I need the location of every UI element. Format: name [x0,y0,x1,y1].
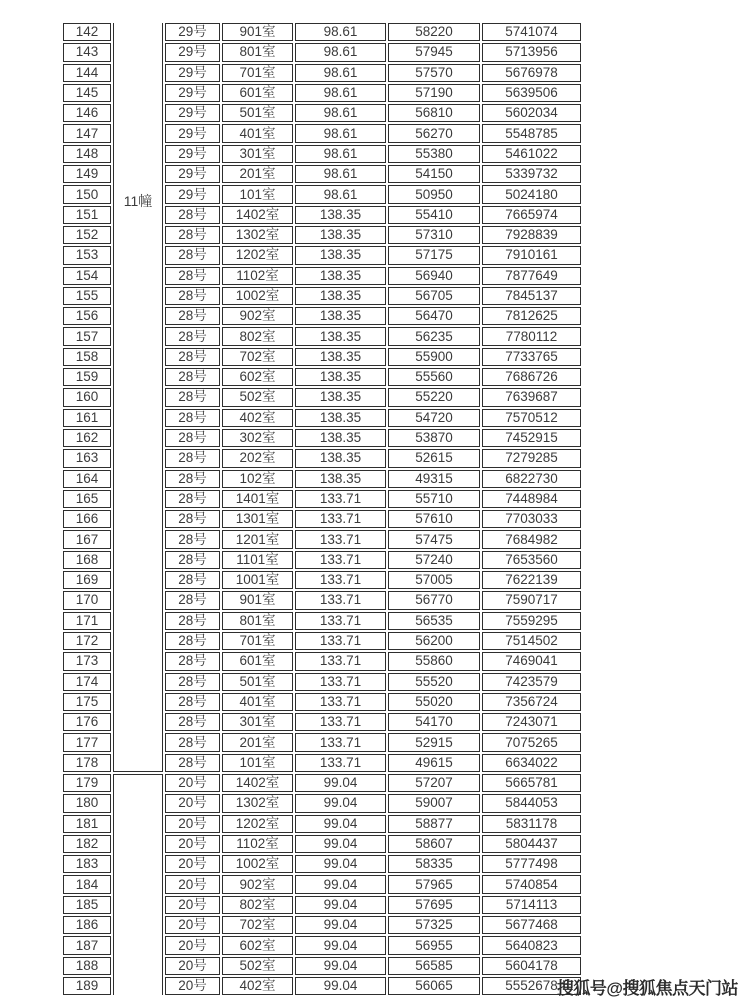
total-price-cell: 5741074 [482,23,581,41]
row-number-cell: 163 [63,449,111,467]
total-price-cell: 7452915 [482,429,581,447]
unit-price-cell: 54150 [388,165,480,183]
room-cell: 301室 [222,145,293,163]
room-cell: 601室 [222,652,293,670]
unit-cell: 28号 [165,591,220,609]
total-price-cell: 7910161 [482,246,581,264]
area-cell: 133.71 [295,673,386,691]
area-cell: 98.61 [295,84,386,102]
unit-cell: 29号 [165,185,220,203]
area-cell: 138.35 [295,409,386,427]
unit-cell: 28号 [165,226,220,244]
total-price-cell: 7279285 [482,449,581,467]
total-price-cell: 5640823 [482,936,581,954]
total-price-cell: 7570512 [482,409,581,427]
unit-cell: 29号 [165,104,220,122]
room-cell: 602室 [222,936,293,954]
row-number-cell: 162 [63,429,111,447]
area-cell: 138.35 [295,267,386,285]
total-price-cell: 5548785 [482,124,581,142]
room-cell: 402室 [222,409,293,427]
unit-cell: 20号 [165,855,220,873]
area-cell: 138.35 [295,470,386,488]
unit-price-cell: 56535 [388,612,480,630]
total-price-cell: 7469041 [482,652,581,670]
total-price-cell: 5677468 [482,916,581,934]
unit-price-cell: 57005 [388,571,480,589]
row-number-cell: 158 [63,348,111,366]
unit-price-cell: 56705 [388,287,480,305]
unit-cell: 20号 [165,794,220,812]
unit-price-cell: 56585 [388,957,480,975]
total-price-cell: 5676978 [482,64,581,82]
row-number-cell: 143 [63,43,111,61]
row-number-cell: 186 [63,916,111,934]
room-cell: 201室 [222,733,293,751]
room-cell: 801室 [222,612,293,630]
unit-price-cell: 49315 [388,470,480,488]
unit-price-cell: 54720 [388,409,480,427]
row-number-cell: 146 [63,104,111,122]
row-number-cell: 150 [63,185,111,203]
unit-price-cell: 55520 [388,673,480,691]
area-cell: 99.04 [295,815,386,833]
area-cell: 98.61 [295,23,386,41]
total-price-cell: 5665781 [482,774,581,792]
area-cell: 133.71 [295,754,386,772]
price-table-body [63,23,581,995]
room-cell: 801室 [222,43,293,61]
row-number-cell: 157 [63,327,111,345]
row-number-cell: 183 [63,855,111,873]
unit-cell: 28号 [165,612,220,630]
room-cell: 201室 [222,165,293,183]
row-number-cell: 189 [63,977,111,995]
room-cell: 1301室 [222,510,293,528]
area-cell: 99.04 [295,794,386,812]
total-price-cell: 7733765 [482,348,581,366]
unit-price-cell: 58335 [388,855,480,873]
unit-price-cell: 56940 [388,267,480,285]
room-cell: 1102室 [222,835,293,853]
total-price-cell: 5639506 [482,84,581,102]
row-number-cell: 171 [63,612,111,630]
unit-price-cell: 57175 [388,246,480,264]
unit-cell: 20号 [165,977,220,995]
row-number-cell: 142 [63,23,111,41]
row-number-cell: 145 [63,84,111,102]
unit-price-cell: 56270 [388,124,480,142]
total-price-cell: 5461022 [482,145,581,163]
unit-cell: 20号 [165,916,220,934]
total-price-cell: 5714113 [482,896,581,914]
unit-cell: 28号 [165,429,220,447]
unit-cell: 20号 [165,936,220,954]
area-cell: 98.61 [295,64,386,82]
unit-cell: 28号 [165,632,220,650]
total-price-cell: 5713956 [482,43,581,61]
area-cell: 99.04 [295,957,386,975]
unit-price-cell: 56470 [388,307,480,325]
room-cell: 1302室 [222,226,293,244]
row-number-cell: 144 [63,64,111,82]
unit-price-cell: 57240 [388,551,480,569]
row-number-cell: 188 [63,957,111,975]
unit-price-cell: 55560 [388,368,480,386]
unit-cell: 28号 [165,754,220,772]
area-cell: 133.71 [295,571,386,589]
room-cell: 502室 [222,388,293,406]
area-cell: 133.71 [295,612,386,630]
room-cell: 1402室 [222,774,293,792]
room-cell: 702室 [222,916,293,934]
room-cell: 101室 [222,754,293,772]
area-cell: 99.04 [295,977,386,995]
row-number-cell: 170 [63,591,111,609]
area-cell: 98.61 [295,185,386,203]
total-price-cell: 7514502 [482,632,581,650]
room-cell: 501室 [222,104,293,122]
total-price-cell: 5740854 [482,875,581,893]
total-price-cell: 6634022 [482,754,581,772]
area-cell: 99.04 [295,774,386,792]
unit-cell: 28号 [165,693,220,711]
room-cell: 301室 [222,713,293,731]
area-cell: 99.04 [295,855,386,873]
area-cell: 133.71 [295,713,386,731]
unit-price-cell: 55380 [388,145,480,163]
unit-price-cell: 57965 [388,875,480,893]
row-number-cell: 177 [63,733,111,751]
area-cell: 138.35 [295,368,386,386]
area-cell: 98.61 [295,145,386,163]
unit-cell: 28号 [165,490,220,508]
unit-cell: 28号 [165,348,220,366]
unit-price-cell: 54170 [388,713,480,731]
room-cell: 1201室 [222,530,293,548]
unit-cell: 28号 [165,470,220,488]
room-cell: 502室 [222,957,293,975]
area-cell: 138.35 [295,246,386,264]
row-number-cell: 187 [63,936,111,954]
area-cell: 138.35 [295,287,386,305]
unit-price-cell: 50950 [388,185,480,203]
unit-cell: 28号 [165,449,220,467]
total-price-cell: 5804437 [482,835,581,853]
row-number-cell: 165 [63,490,111,508]
row-number-cell: 156 [63,307,111,325]
unit-cell: 28号 [165,409,220,427]
room-cell: 501室 [222,673,293,691]
total-price-cell: 5552678 [482,977,581,995]
unit-price-cell: 56810 [388,104,480,122]
room-cell: 402室 [222,977,293,995]
room-cell: 1101室 [222,551,293,569]
area-cell: 138.35 [295,429,386,447]
unit-cell: 28号 [165,510,220,528]
row-number-cell: 161 [63,409,111,427]
row-number-cell: 148 [63,145,111,163]
area-cell: 133.71 [295,530,386,548]
total-price-cell: 7665974 [482,206,581,224]
total-price-cell: 7356724 [482,693,581,711]
unit-cell: 28号 [165,713,220,731]
room-cell: 701室 [222,64,293,82]
area-cell: 133.71 [295,591,386,609]
total-price-cell: 5844053 [482,794,581,812]
unit-cell: 29号 [165,43,220,61]
unit-price-cell: 55410 [388,206,480,224]
total-price-cell: 7075265 [482,733,581,751]
row-number-cell: 173 [63,652,111,670]
row-number-cell: 181 [63,815,111,833]
room-cell: 601室 [222,84,293,102]
room-cell: 1302室 [222,794,293,812]
unit-price-cell: 59007 [388,794,480,812]
area-cell: 133.71 [295,632,386,650]
area-cell: 133.71 [295,490,386,508]
sohu-watermark: 搜狐号@搜狐焦点天门站 [556,979,738,998]
unit-cell: 29号 [165,165,220,183]
unit-cell: 20号 [165,957,220,975]
unit-price-cell: 52615 [388,449,480,467]
row-number-cell: 160 [63,388,111,406]
total-price-cell: 6822730 [482,470,581,488]
area-cell: 99.04 [295,916,386,934]
total-price-cell: 7686726 [482,368,581,386]
row-number-cell: 166 [63,510,111,528]
area-cell: 133.71 [295,652,386,670]
unit-cell: 20号 [165,815,220,833]
unit-cell: 29号 [165,84,220,102]
row-number-cell: 154 [63,267,111,285]
room-cell: 1401室 [222,490,293,508]
unit-cell: 28号 [165,287,220,305]
room-cell: 1402室 [222,206,293,224]
unit-price-cell: 57570 [388,64,480,82]
unit-cell: 29号 [165,145,220,163]
room-cell: 401室 [222,693,293,711]
row-number-cell: 167 [63,530,111,548]
unit-cell: 28号 [165,206,220,224]
total-price-cell: 5777498 [482,855,581,873]
unit-price-cell: 57325 [388,916,480,934]
unit-cell: 28号 [165,307,220,325]
unit-cell: 29号 [165,64,220,82]
area-cell: 138.35 [295,327,386,345]
room-cell: 401室 [222,124,293,142]
unit-cell: 28号 [165,571,220,589]
room-cell: 901室 [222,591,293,609]
row-number-cell: 175 [63,693,111,711]
total-price-cell: 7812625 [482,307,581,325]
row-number-cell: 147 [63,124,111,142]
room-cell: 902室 [222,307,293,325]
area-cell: 138.35 [295,206,386,224]
row-number-cell: 149 [63,165,111,183]
building-cell [113,23,163,772]
total-price-cell: 5339732 [482,165,581,183]
unit-price-cell: 56235 [388,327,480,345]
room-cell: 602室 [222,368,293,386]
total-price-cell: 7590717 [482,591,581,609]
unit-cell: 20号 [165,875,220,893]
area-cell: 98.61 [295,43,386,61]
unit-cell: 28号 [165,551,220,569]
room-cell: 1202室 [222,246,293,264]
unit-cell: 28号 [165,246,220,264]
unit-price-cell: 57475 [388,530,480,548]
building-label: 11幢 [123,193,153,209]
room-cell: 802室 [222,327,293,345]
unit-cell: 20号 [165,896,220,914]
unit-price-cell: 57945 [388,43,480,61]
unit-price-cell: 53870 [388,429,480,447]
unit-cell: 28号 [165,652,220,670]
unit-cell: 28号 [165,530,220,548]
total-price-cell: 7639687 [482,388,581,406]
area-cell: 99.04 [295,936,386,954]
room-cell: 1002室 [222,855,293,873]
total-price-cell: 7423579 [482,673,581,691]
building-cell [113,774,163,995]
unit-cell: 29号 [165,124,220,142]
unit-cell: 20号 [165,835,220,853]
area-cell: 133.71 [295,733,386,751]
area-cell: 98.61 [295,165,386,183]
unit-price-cell: 57310 [388,226,480,244]
unit-cell: 28号 [165,733,220,751]
area-cell: 138.35 [295,226,386,244]
row-number-cell: 185 [63,896,111,914]
area-cell: 99.04 [295,835,386,853]
row-number-cell: 152 [63,226,111,244]
room-cell: 902室 [222,875,293,893]
area-cell: 99.04 [295,875,386,893]
row-number-cell: 151 [63,206,111,224]
unit-price-cell: 56955 [388,936,480,954]
row-number-cell: 174 [63,673,111,691]
unit-price-cell: 57610 [388,510,480,528]
table-row [63,23,581,41]
unit-price-cell: 49615 [388,754,480,772]
room-cell: 101室 [222,185,293,203]
area-cell: 138.35 [295,388,386,406]
row-number-cell: 180 [63,794,111,812]
unit-price-cell: 55900 [388,348,480,366]
unit-price-cell: 58220 [388,23,480,41]
unit-cell: 28号 [165,368,220,386]
unit-price-cell: 58607 [388,835,480,853]
unit-price-cell: 56065 [388,977,480,995]
unit-price-cell: 52915 [388,733,480,751]
total-price-cell: 7622139 [482,571,581,589]
row-number-cell: 159 [63,368,111,386]
unit-price-cell: 58877 [388,815,480,833]
row-number-cell: 164 [63,470,111,488]
room-cell: 102室 [222,470,293,488]
unit-price-cell: 57190 [388,84,480,102]
table-row [63,774,581,792]
unit-price-cell: 57207 [388,774,480,792]
room-cell: 1002室 [222,287,293,305]
row-number-cell: 172 [63,632,111,650]
area-cell: 138.35 [295,307,386,325]
area-cell: 133.71 [295,551,386,569]
row-number-cell: 155 [63,287,111,305]
row-number-cell: 179 [63,774,111,792]
unit-price-cell: 57695 [388,896,480,914]
total-price-cell: 5602034 [482,104,581,122]
unit-cell: 28号 [165,673,220,691]
area-cell: 133.71 [295,510,386,528]
total-price-cell: 7780112 [482,327,581,345]
unit-price-cell: 55860 [388,652,480,670]
unit-price-cell: 56200 [388,632,480,650]
total-price-cell: 5604178 [482,957,581,975]
total-price-cell: 5024180 [482,185,581,203]
price-table [61,21,583,997]
room-cell: 202室 [222,449,293,467]
total-price-cell: 7877649 [482,267,581,285]
total-price-cell: 7845137 [482,287,581,305]
unit-price-cell: 55020 [388,693,480,711]
area-cell: 133.71 [295,693,386,711]
room-cell: 302室 [222,429,293,447]
row-number-cell: 153 [63,246,111,264]
total-price-cell: 7653560 [482,551,581,569]
total-price-cell: 7928839 [482,226,581,244]
area-cell: 98.61 [295,124,386,142]
room-cell: 1001室 [222,571,293,589]
room-cell: 1202室 [222,815,293,833]
unit-cell: 20号 [165,774,220,792]
total-price-cell: 7703033 [482,510,581,528]
row-number-cell: 184 [63,875,111,893]
unit-cell: 28号 [165,267,220,285]
room-cell: 1102室 [222,267,293,285]
row-number-cell: 168 [63,551,111,569]
unit-price-cell: 56770 [388,591,480,609]
row-number-cell: 176 [63,713,111,731]
unit-cell: 29号 [165,23,220,41]
unit-cell: 28号 [165,388,220,406]
area-cell: 138.35 [295,449,386,467]
row-number-cell: 182 [63,835,111,853]
area-cell: 98.61 [295,104,386,122]
row-number-cell: 169 [63,571,111,589]
total-price-cell: 7243071 [482,713,581,731]
unit-cell: 28号 [165,327,220,345]
room-cell: 701室 [222,632,293,650]
room-cell: 802室 [222,896,293,914]
unit-price-cell: 55710 [388,490,480,508]
room-cell: 702室 [222,348,293,366]
total-price-cell: 7684982 [482,530,581,548]
total-price-cell: 7448984 [482,490,581,508]
total-price-cell: 7559295 [482,612,581,630]
row-number-cell: 178 [63,754,111,772]
room-cell: 901室 [222,23,293,41]
total-price-cell: 5831178 [482,815,581,833]
unit-price-cell: 55220 [388,388,480,406]
area-cell: 99.04 [295,896,386,914]
area-cell: 138.35 [295,348,386,366]
